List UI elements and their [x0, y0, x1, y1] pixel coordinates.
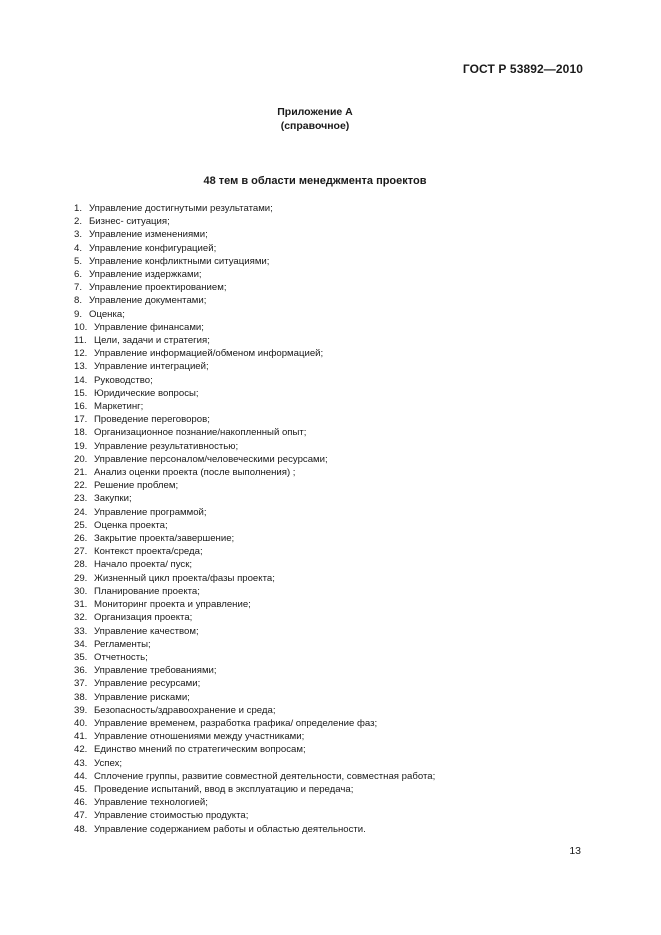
list-item-number: 33. — [74, 625, 88, 637]
list-item — [74, 558, 435, 571]
list-item-number: 12. — [74, 348, 88, 360]
list-item-text: Решение проблем; — [94, 480, 179, 492]
list-item-number: 45. — [74, 783, 88, 795]
list-item — [74, 413, 435, 426]
list-item-number: 23. — [74, 493, 88, 505]
list-item-text: Маркетинг; — [94, 401, 144, 413]
list-item — [74, 453, 435, 466]
list-item-text: Жизненный цикл проекта/фазы проекта; — [94, 572, 275, 584]
list-item-number: 26. — [74, 533, 88, 545]
list-item — [74, 572, 435, 585]
list-item-text: Сплочение группы, развитие совместной деятельности, совместная работа; — [94, 770, 436, 782]
list-item-number: 7. — [74, 282, 83, 294]
list-item — [74, 638, 435, 651]
list-item — [74, 228, 435, 241]
list-item-number: 29. — [74, 572, 88, 584]
standard-code-header: ГОСТ Р 53892—2010 — [462, 62, 583, 76]
section-title: 48 тем в области менеджмента проектов — [203, 175, 427, 187]
list-item — [74, 545, 435, 558]
list-item-number: 16. — [74, 401, 88, 413]
list-item — [74, 387, 435, 400]
list-item-text: Регламенты; — [94, 638, 151, 650]
list-item-number: 14. — [74, 374, 88, 386]
list-item-text: Управление изменениями; — [89, 229, 208, 241]
list-item-text: Управление конфигурацией; — [89, 242, 217, 254]
list-item — [74, 466, 435, 479]
list-item-number: 32. — [74, 612, 88, 624]
list-item-text: Закупки; — [94, 493, 132, 505]
list-item — [74, 664, 435, 677]
list-item-text: Отчетность; — [94, 651, 148, 663]
list-item — [74, 532, 435, 545]
list-item-number: 28. — [74, 559, 88, 571]
list-item-text: Управление интеграцией; — [94, 361, 209, 373]
list-item-number: 10. — [74, 321, 88, 333]
list-item-number: 44. — [74, 770, 88, 782]
list-item-text: Мониторинг проекта и управление; — [94, 599, 251, 611]
list-item-text: Анализ оценки проекта (после выполнения) ; — [94, 467, 296, 479]
list-item — [74, 585, 435, 598]
list-item-text: Управление результативностью; — [94, 440, 239, 452]
list-item — [74, 308, 435, 321]
list-item-text: Управление стоимостью продукта; — [94, 810, 249, 822]
list-item-number: 27. — [74, 546, 88, 558]
list-item-number: 31. — [74, 599, 88, 611]
list-item-number: 36. — [74, 665, 88, 677]
list-item-text: Управление достигнутыми результатами; — [89, 203, 273, 214]
list-item-text: Закрытие проекта/завершение; — [94, 533, 235, 545]
list-item — [74, 823, 435, 836]
list-item-number: 48. — [74, 823, 88, 835]
list-item-text: Управление документами; — [89, 295, 207, 307]
list-item-number: 47. — [74, 810, 88, 822]
list-item-number: 39. — [74, 704, 88, 716]
list-item — [74, 677, 435, 690]
list-item-text: Организационное познание/накопленный опыт; — [94, 427, 307, 439]
appendix-heading — [0, 105, 630, 133]
list-item — [74, 492, 435, 505]
list-item-number: 13. — [74, 361, 88, 373]
list-item-number: 1. — [74, 203, 83, 214]
list-item-text: Управление издержками; — [89, 269, 202, 281]
list-item-number: 24. — [74, 506, 88, 518]
list-item-number: 30. — [74, 585, 88, 597]
list-item-number: 11. — [74, 335, 87, 347]
list-item — [74, 730, 435, 743]
list-item-number: 4. — [74, 242, 83, 254]
list-item-text: Управление информацией/обменом информацией; — [94, 348, 324, 360]
list-item — [74, 717, 435, 730]
list-item — [74, 743, 435, 756]
list-item-number: 19. — [74, 440, 88, 452]
list-item-text: Юридические вопросы; — [94, 387, 199, 399]
list-item — [74, 202, 435, 215]
list-item — [74, 625, 435, 638]
list-item-number: 25. — [74, 519, 88, 531]
list-item — [74, 704, 435, 717]
list-item-number: 35. — [74, 651, 88, 663]
list-item — [74, 796, 435, 809]
list-item — [74, 783, 435, 796]
list-item-number: 42. — [74, 744, 88, 756]
list-item-number: 22. — [74, 480, 88, 492]
list-item-text: Единство мнений по стратегическим вопросам; — [94, 744, 306, 756]
list-item-number: 46. — [74, 797, 88, 809]
list-item — [74, 809, 435, 822]
list-item — [74, 374, 435, 387]
list-item — [74, 242, 435, 255]
list-item-text: Управление качеством; — [94, 625, 199, 637]
list-item-number: 18. — [74, 427, 88, 439]
list-item-text: Оценка; — [89, 308, 125, 320]
list-item-number: 21. — [74, 467, 88, 479]
appendix-title: Приложение А — [277, 106, 353, 118]
list-item-number: 40. — [74, 717, 88, 729]
list-item-text: Управление требованиями; — [94, 665, 217, 677]
list-item-number: 34. — [74, 638, 88, 650]
list-item-text: Контекст проекта/среда; — [94, 546, 203, 558]
list-item-number: 2. — [74, 216, 83, 228]
list-item — [74, 479, 435, 492]
list-item-text: Управление рисками; — [94, 691, 190, 703]
list-item-text: Безопасность/здравоохранение и среда; — [94, 704, 276, 716]
list-item-text: Начало проекта/ пуск; — [94, 559, 193, 571]
list-item-text: Планирование проекта; — [94, 585, 200, 597]
list-item-text: Успех; — [94, 757, 123, 769]
list-item — [74, 268, 435, 281]
list-item-text: Управление персоналом/человеческими ресурсами; — [94, 453, 328, 465]
list-item-number: 8. — [74, 295, 83, 307]
list-item-number: 20. — [74, 453, 88, 465]
list-item-text: Оценка проекта; — [94, 519, 168, 531]
list-item — [74, 691, 435, 704]
appendix-subtitle: (справочное) — [280, 120, 350, 132]
list-item-text: Управление технологией; — [94, 797, 208, 809]
list-item — [74, 770, 435, 783]
list-item — [74, 255, 435, 268]
page-number: 13 — [569, 845, 581, 857]
list-item — [74, 506, 435, 519]
list-item-number: 3. — [74, 229, 83, 241]
list-item-number: 38. — [74, 691, 88, 703]
list-item — [74, 611, 435, 624]
list-item-number: 41. — [74, 731, 88, 743]
list-item-text: Проведение испытаний, ввод в эксплуатацию и передача; — [94, 783, 354, 795]
list-item-text: Руководство; — [94, 374, 153, 386]
list-item — [74, 334, 435, 347]
list-item-text: Управление отношениями между участниками; — [94, 731, 305, 743]
list-item-text: Управление временем, разработка графика/ определение фаз; — [94, 717, 378, 729]
list-item-number: 6. — [74, 269, 83, 281]
list-item — [74, 440, 435, 453]
list-item — [74, 360, 435, 373]
list-item — [74, 347, 435, 360]
list-item-text: Управление ресурсами; — [94, 678, 201, 690]
list-item — [74, 651, 435, 664]
topics-list — [74, 202, 435, 836]
list-item-number: 9. — [74, 308, 83, 320]
list-item-text: Проведение переговоров; — [94, 414, 210, 426]
list-item — [74, 519, 435, 532]
list-item-text: Бизнес- ситуация; — [89, 216, 170, 228]
list-item — [74, 757, 435, 770]
list-item — [74, 426, 435, 439]
list-item-text: Управление содержанием работы и областью деятельности. — [94, 823, 366, 835]
list-item — [74, 400, 435, 413]
list-item-text: Управление конфликтными ситуациями; — [89, 255, 270, 267]
list-item-text: Управление проектированием; — [89, 282, 227, 294]
list-item-number: 15. — [74, 387, 88, 399]
list-item — [74, 215, 435, 228]
list-item-number: 5. — [74, 255, 83, 267]
list-item-number: 43. — [74, 757, 88, 769]
list-item-number: 37. — [74, 678, 88, 690]
list-item-text: Управление финансами; — [94, 321, 204, 333]
list-item — [74, 321, 435, 334]
list-item — [74, 598, 435, 611]
list-item — [74, 281, 435, 294]
list-item-text: Управление программой; — [94, 506, 207, 518]
list-item-text: Организация проекта; — [94, 612, 193, 624]
list-item — [74, 294, 435, 307]
list-item-text: Цели, задачи и стратегия; — [94, 335, 210, 347]
list-item-number: 17. — [74, 414, 88, 426]
